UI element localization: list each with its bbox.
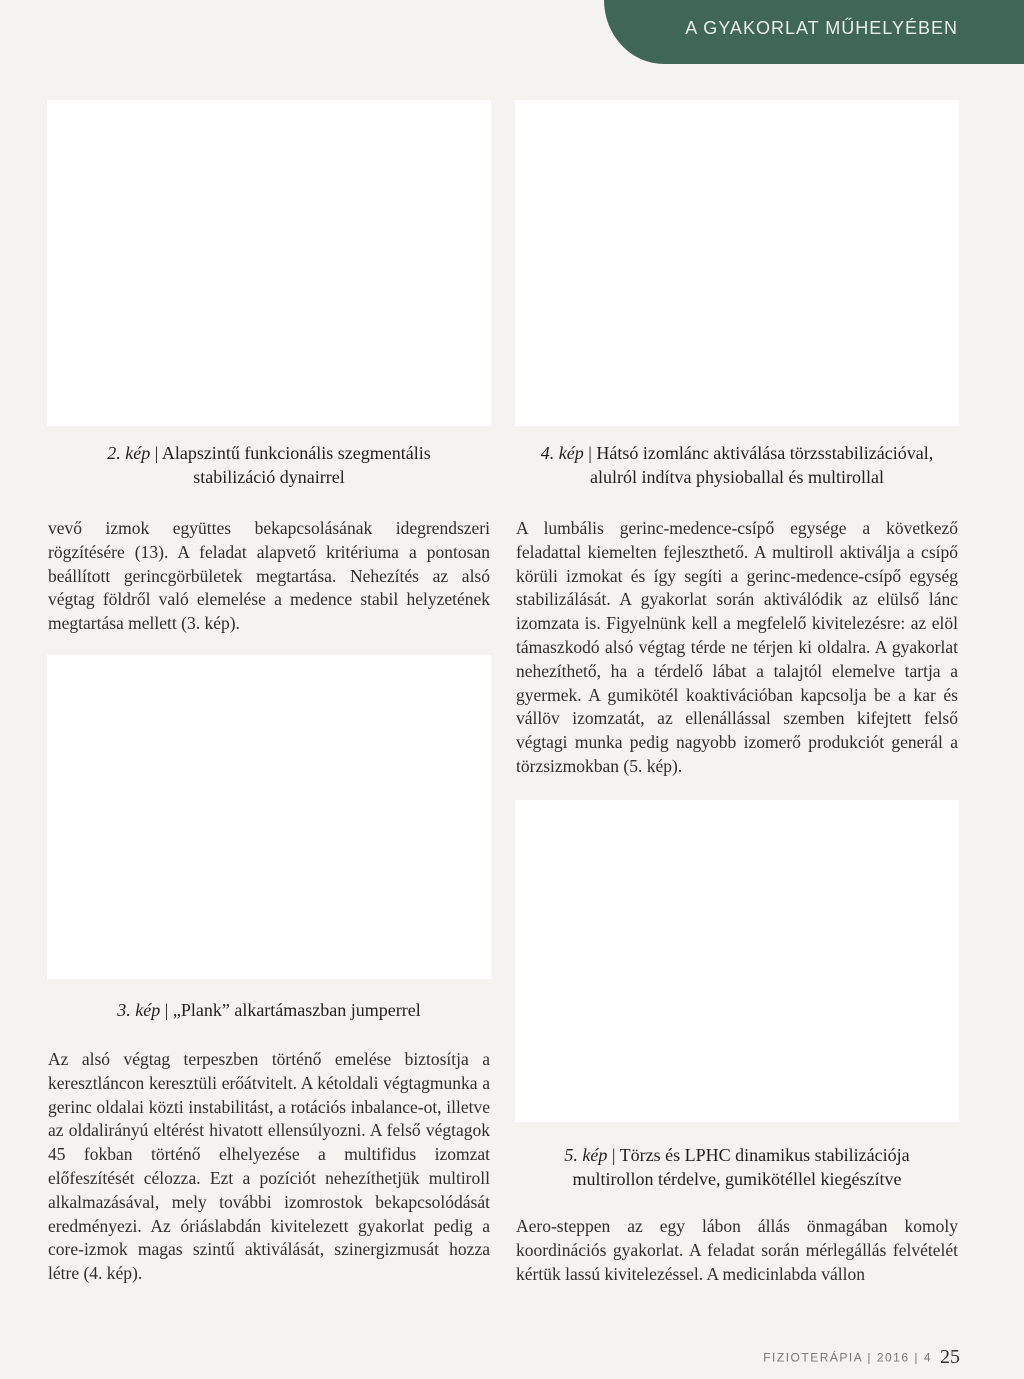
caption-4-line1: Hátsó izomlánc aktiválása törzsstabilizációval, <box>596 443 934 463</box>
photo-5 <box>515 800 959 1122</box>
left-paragraph-1: vevő izmok együttes bekapcsolásának idegrendszeri rögzítésére (13). A feladat alapvető kritériuma a pontosan beállított gerincgörbületek megtartása. Nehezítés az alsó végtag földről való elemelése a medence stabil helyzetének megtartása mellett (3. kép). <box>48 518 490 634</box>
photo-2 <box>47 100 491 426</box>
left-paragraph-2: Az alsó végtag terpeszben történő emelése biztosítja a keresztláncon keresztüli erőátvitelt. A kétoldali végtagmunka a gerinc oldalai közti instabilitást, a rotációs inbalance-ot, illetve az oldalirányú eltérést hivatott ellensúlyozni. A felső végtagok 45 fokban történő elhelyezése a multifidus izomzat előfeszítését célozza. Ezt a pozíciót nehezíthetjük multiroll alkalmazásával, mely további izomrostok bekapcsolódását eredményezi. Az óriáslabdán kivitelezett gyakorlat pedig a core-izmok magas szintű aktiválását, szinergizmusát hozza létre (4. kép). <box>48 1049 490 1284</box>
photo-4 <box>515 100 959 426</box>
page-number: 25 <box>940 1346 960 1368</box>
caption-5-number: 5. kép <box>564 1145 608 1165</box>
caption-3-text: „Plank” alkartámaszban jumperrel <box>172 1000 421 1020</box>
caption-2-line1: Alapszintű funkcionális szegmentális <box>161 443 431 463</box>
caption-2-separator: | <box>150 443 162 463</box>
page-footer <box>763 1346 960 1369</box>
caption-4-line2: alulról indítva physioballal és multirollal <box>590 467 884 487</box>
journal-info: FIZIOTERÁPIA | 2016 | 4 <box>763 1350 932 1365</box>
photo-3 <box>47 655 491 979</box>
caption-2 <box>47 441 491 489</box>
caption-5-separator: | <box>607 1145 620 1165</box>
caption-4 <box>511 441 963 489</box>
right-paragraph-1: A lumbális gerinc-medence-csípő egysége a következő feladattal kiemelten fejleszthető. A multiroll aktiválja a csípő körüli izmokat és így segíti a gerinc-medence-csípő egység stabilizálását. A gyakorlat során aktiválódik az elülső lánc izomzata is. Figyelnünk kell a megfelelő kivitelezésre: az elöl támaszkodó alsó végtag térde ne térjen ki oldalra. A gyakorlat nehezíthető, ha a térdelő lábat a talajtól elemelve tartja a gyermek. A gumikötél koaktivációban kapcsolja be a kar és vállöv izomzatát, az ellenállással szemben kifejtett felső végtagi munka pedig nagyobb izomerő produkciót generál a törzsizmokban (5. kép). <box>516 518 958 776</box>
caption-4-number: 4. kép <box>540 443 584 463</box>
section-title: A GYAKORLAT MŰHELYÉBEN <box>685 18 958 38</box>
caption-3-separator: | <box>160 1000 173 1020</box>
caption-2-line2: stabilizáció dynairrel <box>193 467 345 487</box>
caption-5-line1: Törzs és LPHC dinamikus stabilizációja <box>619 1145 910 1165</box>
caption-2-number: 2. kép <box>107 443 151 463</box>
caption-4-separator: | <box>583 443 597 463</box>
caption-5-line2: multirollon térdelve, gumikötéllel kiegészítve <box>572 1169 902 1189</box>
caption-3-number: 3. kép <box>117 1000 161 1020</box>
right-paragraph-2: Aero-steppen az egy lábon állás önmagában komoly koordinációs gyakorlat. A feladat során mérlegállás felvételét kértük lassú kivitelezéssel. A medicinlabda vállon <box>516 1216 958 1284</box>
caption-5 <box>515 1143 959 1191</box>
caption-3 <box>47 998 491 1022</box>
